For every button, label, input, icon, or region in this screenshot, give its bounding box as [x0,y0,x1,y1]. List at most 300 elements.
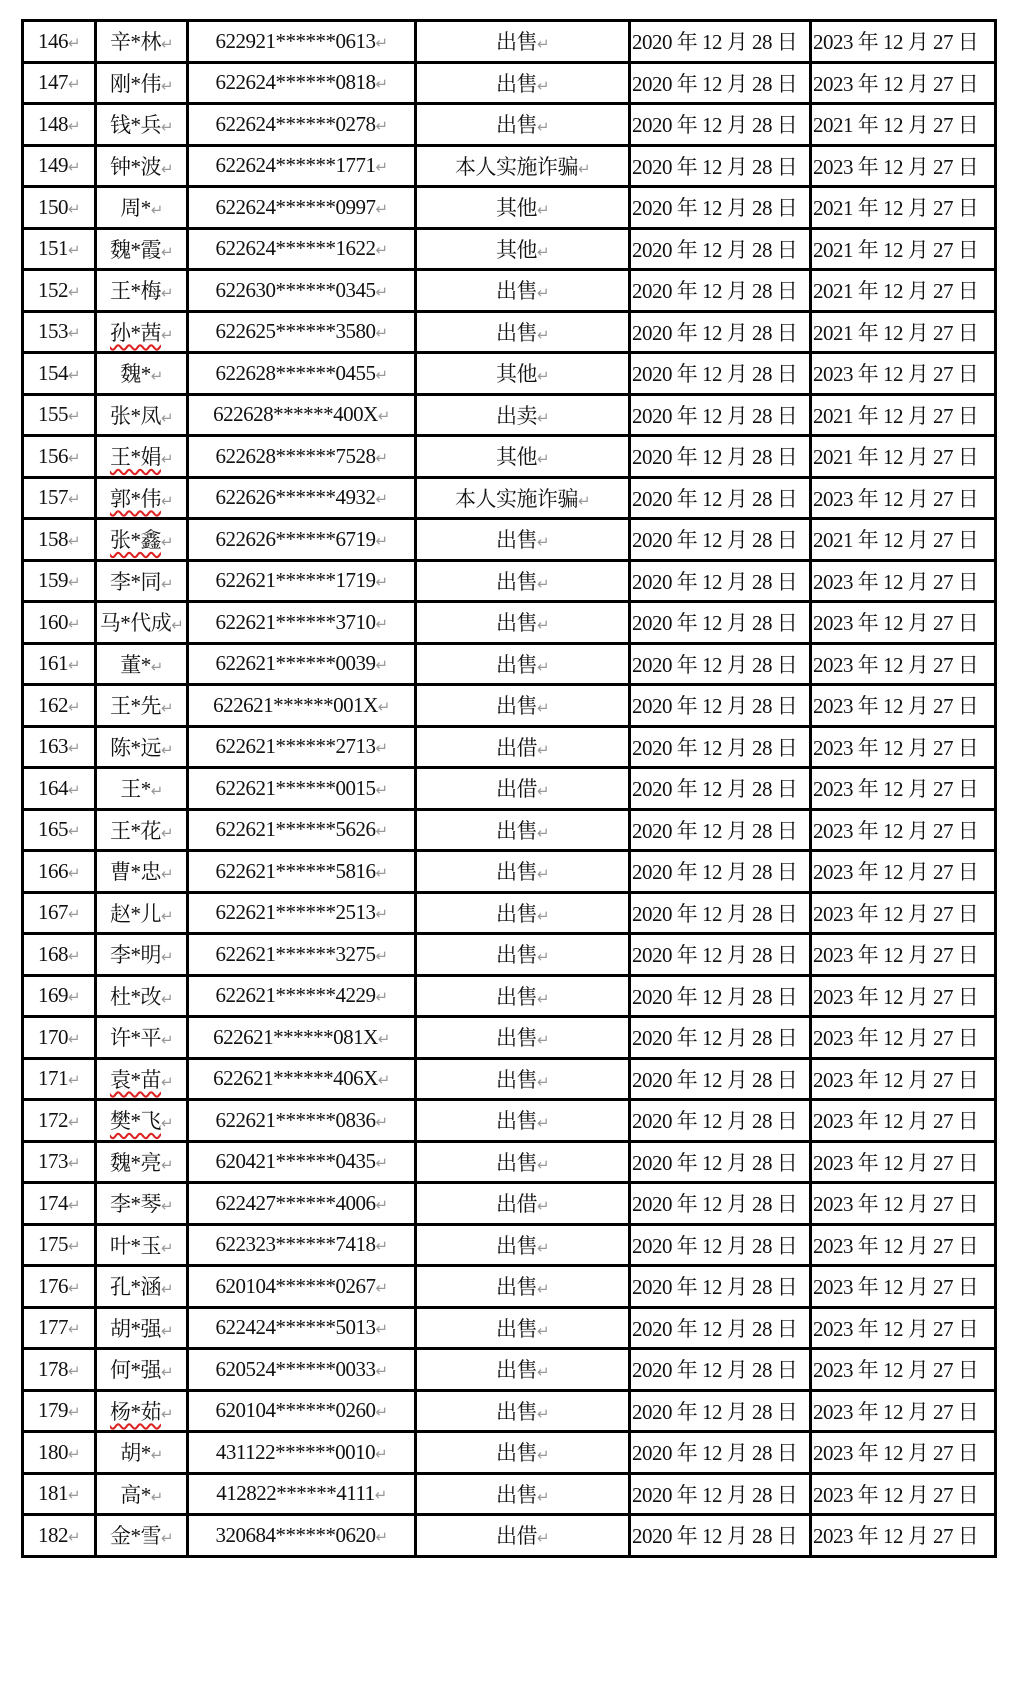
reason-cell [416,353,630,395]
id-number-cell [188,1266,416,1308]
row-number-cell-text: 170 [37,1024,68,1049]
start-date-cell-text: 2020 年 12 月 28 日 [632,1026,798,1051]
paragraph-mark-icon [375,112,387,136]
start-date-cell [630,1432,811,1474]
row-number-cell [23,975,96,1017]
row-number-cell-text: 175 [37,1232,68,1257]
id-number-cell [188,1224,416,1266]
name-cell-text: 董* [120,652,151,677]
end-date-cell [811,851,996,893]
start-date-cell-text: 2020 年 12 月 28 日 [632,777,798,802]
paragraph-mark-icon [537,694,549,718]
paragraph-mark-icon [375,1108,387,1132]
paragraph-mark-icon [537,736,549,760]
paragraph-mark-icon [161,860,173,884]
end-date-cell-text: 2023 年 12 月 27 日 [813,901,979,926]
start-date-cell [630,1058,811,1100]
id-number-cell-text: 622427******4006 [215,1190,376,1215]
reason-cell-text: 其他 [495,362,537,387]
paragraph-mark-icon [68,1274,80,1298]
start-date-cell-text: 2020 年 12 月 28 日 [632,1399,798,1424]
reason-cell-text: 出售 [495,1150,537,1175]
reason-cell-text: 出售 [495,1026,537,1051]
paragraph-mark-icon [161,72,173,96]
table-row [23,1100,996,1142]
name-cell-text: 赵*儿 [109,901,161,926]
paragraph-mark-icon [68,1066,80,1090]
row-number-cell-text: 181 [37,1481,68,1506]
paragraph-mark-icon [375,734,387,758]
id-number-cell-text: 622621******1719 [215,568,376,593]
table-body [23,21,996,1557]
end-date-cell-text: 2021 年 12 月 27 日 [813,445,979,470]
start-date-cell-text: 2020 年 12 月 28 日 [632,1109,798,1134]
paragraph-mark-icon [161,445,173,469]
start-date-cell-text: 2020 年 12 月 28 日 [632,1067,798,1092]
paragraph-mark-icon [161,902,173,926]
start-date-cell-text: 2020 年 12 月 28 日 [632,569,798,594]
table-row [23,1183,996,1225]
id-number-cell [188,311,416,353]
end-date-cell [811,1017,996,1059]
reason-cell-text: 本人实施诈骗 [454,486,578,511]
paragraph-mark-icon [375,817,387,841]
start-date-cell [630,21,811,63]
table-row [23,104,996,146]
row-number-cell [23,1515,96,1557]
start-date-cell [630,1473,811,1515]
paragraph-mark-icon [537,1524,549,1548]
paragraph-mark-icon [375,1149,387,1173]
paragraph-mark-icon [378,1025,390,1049]
start-date-cell-text: 2020 年 12 月 28 日 [632,113,798,138]
paragraph-mark-icon [375,195,387,219]
name-cell-text: 李*同 [109,569,161,594]
reason-cell-text: 出售 [495,943,537,968]
row-number-cell [23,1017,96,1059]
id-number-cell [188,353,416,395]
start-date-cell-text: 2020 年 12 月 28 日 [632,320,798,345]
end-date-cell-text: 2023 年 12 月 27 日 [813,1358,979,1383]
reason-cell [416,1100,630,1142]
end-date-cell-text: 2023 年 12 月 27 日 [813,943,979,968]
name-cell [96,394,188,436]
table-row [23,353,996,395]
start-date-cell-text: 2020 年 12 月 28 日 [632,1441,798,1466]
paragraph-mark-icon [537,1026,549,1050]
id-number-cell [188,394,416,436]
id-number-cell [188,1183,416,1225]
start-date-cell [630,145,811,187]
table-row [23,934,996,976]
end-date-cell-text: 2023 年 12 月 27 日 [813,569,979,594]
paragraph-mark-icon [68,651,80,675]
row-number-cell [23,477,96,519]
id-number-cell-text: 622628******0455 [215,360,376,385]
end-date-cell-text: 2023 年 12 月 27 日 [813,1441,979,1466]
start-date-cell-text: 2020 年 12 月 28 日 [632,1192,798,1217]
paragraph-mark-icon [537,321,549,345]
id-number-cell [188,270,416,312]
table-row [23,1473,996,1515]
id-number-cell-text: 622921******0613 [215,28,376,53]
row-number-cell-text: 174 [37,1190,68,1215]
start-date-cell [630,975,811,1017]
end-date-cell-text: 2023 年 12 月 27 日 [813,1067,979,1092]
reason-cell-text: 出借 [495,1192,537,1217]
id-number-cell-text: 622621******3710 [215,609,376,634]
id-number-cell-text: 622626******6719 [215,526,376,551]
paragraph-mark-icon [161,570,173,594]
paragraph-mark-icon [537,1109,549,1133]
row-number-cell-text: 146 [37,28,68,53]
paragraph-mark-icon [68,1108,80,1132]
end-date-cell-text: 2023 年 12 月 27 日 [813,984,979,1009]
paragraph-mark-icon [375,1274,387,1298]
start-date-cell [630,768,811,810]
end-date-cell-text: 2023 年 12 月 27 日 [813,860,979,885]
end-date-cell [811,270,996,312]
end-date-cell-text: 2021 年 12 月 27 日 [813,113,979,138]
paragraph-mark-icon [68,1440,80,1464]
name-cell-text: 魏*亮 [109,1150,161,1175]
row-number-cell-text: 173 [37,1149,68,1174]
row-number-cell-text: 152 [37,277,68,302]
reason-cell-text: 出售 [495,1067,537,1092]
end-date-cell [811,560,996,602]
table-row [23,21,996,63]
reason-cell-text: 出售 [495,984,537,1009]
name-cell-text: 郭*伟 [109,486,161,511]
id-number-cell [188,436,416,478]
reason-cell-text: 出售 [495,71,537,96]
end-date-cell [811,1100,996,1142]
id-number-cell [188,1141,416,1183]
reason-cell [416,62,630,104]
id-number-cell-text: 622624******0818 [215,70,376,95]
row-number-cell [23,1432,96,1474]
row-number-cell [23,394,96,436]
paragraph-mark-icon [375,444,387,468]
row-number-cell-text: 154 [37,360,68,385]
end-date-cell [811,1058,996,1100]
end-date-cell [811,643,996,685]
table-row [23,1390,996,1432]
name-cell [96,1183,188,1225]
start-date-cell [630,436,811,478]
paragraph-mark-icon [537,1192,549,1216]
start-date-cell [630,1100,811,1142]
name-cell [96,892,188,934]
paragraph-mark-icon [161,1358,173,1382]
end-date-cell [811,726,996,768]
reason-cell [416,851,630,893]
paragraph-mark-icon [375,485,387,509]
row-number-cell-text: 178 [37,1356,68,1381]
end-date-cell [811,768,996,810]
start-date-cell-text: 2020 年 12 月 28 日 [632,1358,798,1383]
reason-cell [416,643,630,685]
paragraph-mark-icon [378,693,390,717]
paragraph-mark-icon [68,1191,80,1215]
paragraph-mark-icon [375,278,387,302]
name-cell-text: 杜*改 [109,984,161,1009]
row-number-cell-text: 176 [37,1273,68,1298]
row-number-cell [23,1141,96,1183]
name-cell [96,726,188,768]
paragraph-mark-icon [68,983,80,1007]
paragraph-mark-icon [68,1149,80,1173]
name-cell [96,809,188,851]
end-date-cell-text: 2021 年 12 月 27 日 [813,403,979,428]
reason-cell [416,602,630,644]
id-number-cell-text: 622621******001X [213,692,378,717]
table-row [23,1266,996,1308]
paragraph-mark-icon [161,404,173,428]
name-cell-text: 王* [120,777,151,802]
start-date-cell [630,1307,811,1349]
table-row [23,394,996,436]
table-row [23,1141,996,1183]
end-date-cell-text: 2023 年 12 月 27 日 [813,154,979,179]
table-row [23,851,996,893]
table-row [23,477,996,519]
end-date-cell-text: 2023 年 12 月 27 日 [813,1524,979,1549]
paragraph-mark-icon [537,72,549,96]
reason-cell-text: 出售 [495,1358,537,1383]
paragraph-mark-icon [537,653,549,677]
paragraph-mark-icon [68,1523,80,1547]
name-cell [96,1515,188,1557]
name-cell-text: 王*娟 [109,445,161,470]
id-number-cell [188,934,416,976]
name-cell-text: 李*明 [109,943,161,968]
row-number-cell-text: 163 [37,734,68,759]
paragraph-mark-icon [161,1317,173,1341]
end-date-cell [811,975,996,1017]
table-row [23,311,996,353]
row-number-cell-text: 164 [37,775,68,800]
table-row [23,1307,996,1349]
reason-cell-text: 出售 [495,694,537,719]
name-cell [96,270,188,312]
end-date-cell [811,519,996,561]
paragraph-mark-icon [537,1400,549,1424]
name-cell-text: 陈*远 [109,735,161,760]
reason-cell-text: 出售 [495,860,537,885]
id-number-cell-text: 431122******0010 [215,1439,376,1464]
start-date-cell [630,602,811,644]
start-date-cell [630,892,811,934]
paragraph-mark-icon [375,1315,387,1339]
end-date-cell [811,311,996,353]
paragraph-mark-icon [161,736,173,760]
name-cell [96,685,188,727]
start-date-cell [630,1141,811,1183]
reason-cell [416,477,630,519]
paragraph-mark-icon [537,819,549,843]
paragraph-mark-icon [161,30,173,54]
reason-cell-text: 其他 [495,196,537,221]
row-number-cell [23,1100,96,1142]
id-number-cell-text: 622621******5816 [215,858,376,883]
end-date-cell [811,21,996,63]
start-date-cell-text: 2020 年 12 月 28 日 [632,30,798,55]
name-cell-text: 金*雪 [109,1524,161,1549]
row-number-cell-text: 165 [37,817,68,842]
row-number-cell [23,228,96,270]
table-row [23,1349,996,1391]
end-date-cell-text: 2023 年 12 月 27 日 [813,1233,979,1258]
name-cell [96,62,188,104]
row-number-cell-text: 158 [37,526,68,551]
end-date-cell-text: 2023 年 12 月 27 日 [813,486,979,511]
paragraph-mark-icon [68,444,80,468]
end-date-cell-text: 2023 年 12 月 27 日 [813,1109,979,1134]
id-number-cell [188,1058,416,1100]
id-number-cell-text: 622621******406X [213,1066,378,1091]
reason-cell [416,519,630,561]
paragraph-mark-icon [537,1483,549,1507]
paragraph-mark-icon [171,611,183,635]
table-row [23,809,996,851]
reason-cell-text: 出售 [495,818,537,843]
paragraph-mark-icon [151,653,163,677]
reason-cell-text: 出售 [495,113,537,138]
paragraph-mark-icon [537,362,549,386]
name-cell [96,311,188,353]
name-cell-text: 魏* [120,362,151,387]
id-number-cell [188,1017,416,1059]
paragraph-mark-icon [68,195,80,219]
row-number-cell-text: 180 [37,1439,68,1464]
reason-cell-text: 出售 [495,901,537,926]
reason-cell [416,1224,630,1266]
end-date-cell [811,934,996,976]
end-date-cell [811,1141,996,1183]
name-cell-text: 钟*波 [109,154,161,179]
end-date-cell-text: 2021 年 12 月 27 日 [813,279,979,304]
id-number-cell [188,1432,416,1474]
start-date-cell [630,934,811,976]
table-row [23,436,996,478]
name-cell-text: 叶*玉 [109,1233,161,1258]
id-number-cell-text: 622624******1622 [215,236,376,261]
paragraph-mark-icon [375,900,387,924]
row-number-cell [23,145,96,187]
name-cell [96,145,188,187]
paragraph-mark-icon [161,279,173,303]
id-number-cell [188,145,416,187]
row-number-cell [23,560,96,602]
end-date-cell [811,1266,996,1308]
row-number-cell-text: 177 [37,1315,68,1340]
name-cell-text: 孔*涵 [109,1275,161,1300]
row-number-cell-text: 156 [37,443,68,468]
table-row [23,643,996,685]
end-date-cell [811,187,996,229]
paragraph-mark-icon [537,985,549,1009]
start-date-cell-text: 2020 年 12 月 28 日 [632,694,798,719]
id-number-cell [188,519,416,561]
name-cell-text: 何*强 [109,1358,161,1383]
end-date-cell [811,1183,996,1225]
paragraph-mark-icon [161,528,173,552]
start-date-cell-text: 2020 年 12 月 28 日 [632,362,798,387]
start-date-cell [630,643,811,685]
end-date-cell-text: 2023 年 12 月 27 日 [813,611,979,636]
start-date-cell [630,1017,811,1059]
name-cell-text: 杨*茹 [109,1399,161,1424]
end-date-cell-text: 2023 年 12 月 27 日 [813,30,979,55]
reason-cell-text: 出售 [495,1399,537,1424]
reason-cell-text: 出售 [495,1109,537,1134]
reason-cell-text: 出售 [495,1441,537,1466]
reason-cell-text: 其他 [495,445,537,470]
end-date-cell [811,1224,996,1266]
reason-cell [416,1307,630,1349]
paragraph-mark-icon [537,1151,549,1175]
start-date-cell-text: 2020 年 12 月 28 日 [632,237,798,262]
paragraph-mark-icon [68,900,80,924]
paragraph-mark-icon [537,196,549,220]
row-number-cell-text: 147 [37,70,68,95]
paragraph-mark-icon [68,485,80,509]
start-date-cell-text: 2020 年 12 月 28 日 [632,943,798,968]
paragraph-mark-icon [537,570,549,594]
reason-cell [416,685,630,727]
end-date-cell [811,1515,996,1557]
end-date-cell [811,602,996,644]
paragraph-mark-icon [537,238,549,262]
end-date-cell [811,892,996,934]
id-number-cell-text: 622621******081X [213,1024,378,1049]
id-number-cell [188,1390,416,1432]
paragraph-mark-icon [68,1481,80,1505]
id-number-cell-text: 622628******400X [213,402,378,427]
row-number-cell-text: 157 [37,485,68,510]
paragraph-mark-icon [161,1275,173,1299]
paragraph-mark-icon [161,1068,173,1092]
table-row [23,519,996,561]
table-row [23,1224,996,1266]
id-number-cell [188,228,416,270]
start-date-cell [630,1390,811,1432]
paragraph-mark-icon [375,1191,387,1215]
reason-cell [416,560,630,602]
name-cell-text: 许*平 [109,1026,161,1051]
row-number-cell [23,726,96,768]
start-date-cell-text: 2020 年 12 月 28 日 [632,1482,798,1507]
reason-cell-text: 出售 [495,528,537,553]
row-number-cell [23,1224,96,1266]
start-date-cell [630,394,811,436]
paragraph-mark-icon [537,860,549,884]
start-date-cell [630,62,811,104]
row-number-cell [23,436,96,478]
paragraph-mark-icon [68,693,80,717]
end-date-cell-text: 2021 年 12 月 27 日 [813,196,979,221]
start-date-cell-text: 2020 年 12 月 28 日 [632,611,798,636]
paragraph-mark-icon [375,610,387,634]
paragraph-mark-icon [68,734,80,758]
start-date-cell [630,560,811,602]
start-date-cell [630,685,811,727]
paragraph-mark-icon [161,321,173,345]
name-cell [96,1141,188,1183]
paragraph-mark-icon [68,1232,80,1256]
paragraph-mark-icon [68,1315,80,1339]
